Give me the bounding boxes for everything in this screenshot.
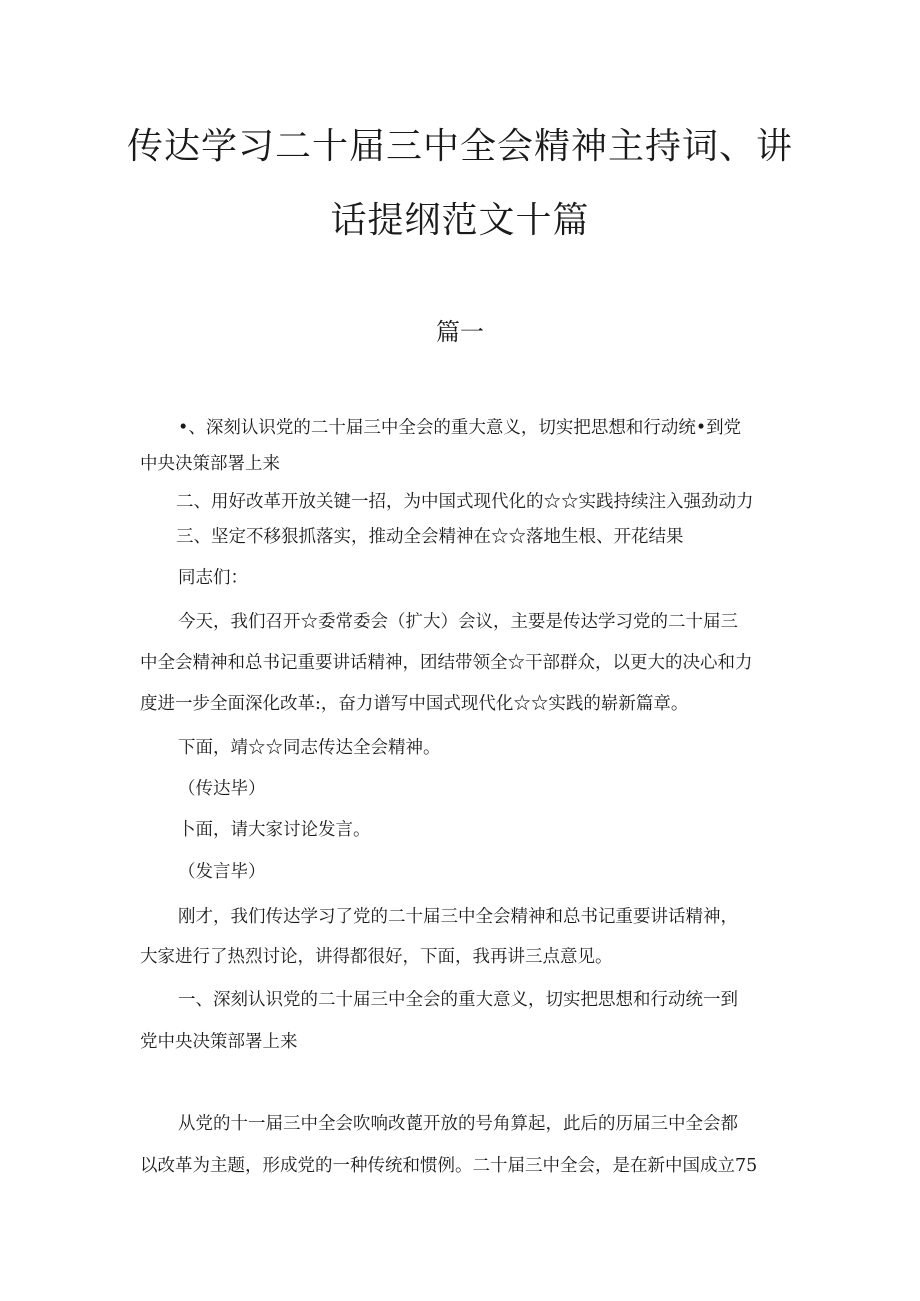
document-title-line-1: 传达学习二十届三中全会精神主持词、讲 [126, 126, 793, 167]
section-heading-line: 党中央决策部署上来 [140, 1032, 298, 1052]
paragraph-line: 卜面，请大家讨论发言。 [178, 820, 371, 840]
paragraph-line: 从党的十一届三中全会吹响改蓖开放的号角算起，此后的历届三中全会都 [178, 1114, 738, 1134]
paragraph-line: 今天，我们召开☆委常委会（扩大）会议，主要是传达学习党的二十届三 [178, 612, 738, 632]
section-heading: 篇一 [436, 318, 484, 346]
section-heading-line: 一、深刻认识党的二十届三中全会的重大意义，切实把思想和行动统一到 [178, 990, 738, 1010]
outline-item-2: 二、用好改革开放关键一招，为中国式现代化的☆☆实践持续注入强劲动力 [176, 492, 754, 512]
paragraph-line: 刚才，我们传达学习了党的二十届三中全会精神和总书记重要讲话精神， [178, 907, 738, 927]
paragraph-line: 下面，靖☆☆同志传达全会精神。 [178, 738, 441, 758]
paragraph-line: 度进一步全面深化改革:，奋力谱写中国式现代化☆☆实践的崭新篇章。 [140, 694, 689, 714]
paragraph-line: （发言毕） [178, 862, 266, 882]
paragraph-line: （传达毕） [178, 779, 266, 799]
outline-item-3: 三、坚定不移狠抓落实，推动全会精神在☆☆落地生根、开花结果 [176, 527, 684, 547]
paragraph-line: 中全会精神和总书记重要讲话精神，团结带领全☆干部群众，以更大的决心和力 [140, 653, 753, 673]
outline-item-1-line-2: 中央决策部署上来 [140, 454, 280, 474]
paragraph-line: 大家进行了热烈讨论，讲得都很好，下面，我再讲三点意见。 [140, 947, 613, 967]
outline-item-1-line-1: •、深刻认识党的二十届三中全会的重大意义，切实把思想和行动统•到党 [178, 418, 742, 438]
document-title-line-2: 话提纲范文十篇 [330, 200, 590, 241]
paragraph-line: 以改革为主题，形成党的一种传统和惯例。二十届三中全会，是在新中国成立75 [140, 1156, 758, 1176]
salutation: 同志们： [178, 568, 248, 588]
